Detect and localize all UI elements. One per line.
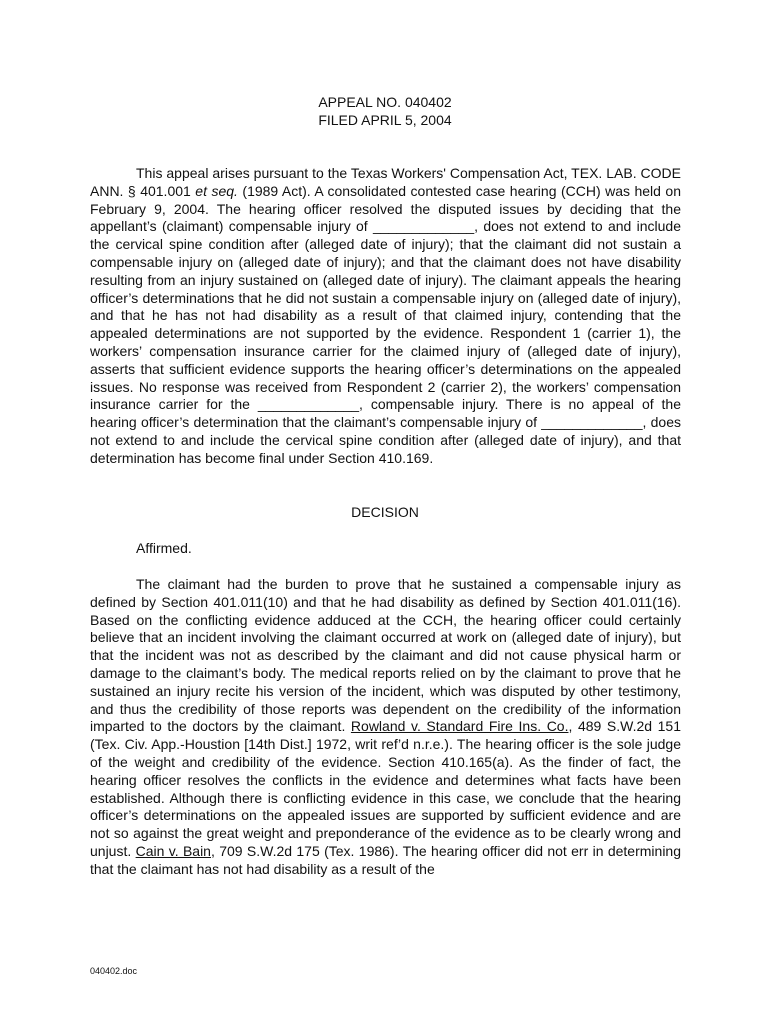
document-header bbox=[0, 94, 770, 129]
intro-text-2: (1989 Act). A consolidated contested case hearing (CCH) was held on February 9, 2004. The hearing officer resolved the disputed issues by deciding that the appellant’s (claimant) compensable injury of _____________, does not extend to and include the cervical spine condition after (alleged date of injury); that the claimant did not sustain a compensable injury on (alleged date of injury); and that the claimant does not have disability resulting from an injury sustained on (alleged date of injury). The claimant appeals the hearing officer’s determinations that he did not sustain a compensable injury on (alleged date of injury), and that he has not had disability as a result of that claimed injury, contending that the appealed determinations are not supported by the evidence. Respondent 1 (carrier 1), the workers’ compensation insurance carrier for the claimed injury of (alleged date of injury), asserts that sufficient evidence supports the hearing officer’s determinations on the appealed issues. No response was received from Respondent 2 (carrier 2), the workers’ compensation insurance carrier for the _____________, compensable injury. There is no appeal of the hearing officer’s determination that the claimant’s compensable injury of _____________, does not extend to and include the cervical spine condition after (alleged date of injury), and that determination has become final under Section 410.169. bbox=[90, 182, 682, 466]
analysis-paragraph bbox=[90, 576, 681, 879]
intro-italic-et-seq: et seq. bbox=[195, 182, 238, 199]
case-citation-cain: Cain v. Bain bbox=[135, 842, 211, 859]
intro-paragraph bbox=[90, 165, 681, 468]
affirmed-text: Affirmed. bbox=[136, 540, 192, 556]
analysis-text-2: , 489 S.W.2d 151 (Tex. Civ. App.-Houstion [14th Dist.] 1972, writ ref’d n.r.e.). The hearing officer is the sole judge of the weight and credibility of the evidence. Section 410.165(a). As the finder of fact, the hearing officer resolves the conflicts in the evidence and determines what facts have been established. Although there is conflicting evidence in this case, we conclude that the hearing officer’s determinations on the appealed issues are supported by sufficient evidence and are not so against the great weight and preponderance of the evidence as to be clearly wrong and unjust. bbox=[90, 718, 681, 859]
analysis-text-3: , 709 S.W.2d 175 (Tex. 1986). The hearing officer did not err in determining that the claimant has not had disability as a result of the bbox=[90, 842, 681, 877]
decision-heading: DECISION bbox=[351, 504, 419, 520]
footer-filename: 040402.doc bbox=[90, 966, 138, 976]
intro-text-1: This appeal arises pursuant to the Texas Workers' Compensation Act, TEX. LAB. CODE ANN. § 401.001 bbox=[90, 165, 681, 199]
filed-date: FILED APRIL 5, 2004 bbox=[318, 111, 452, 128]
appeal-number: APPEAL NO. 040402 bbox=[318, 94, 452, 110]
case-citation-rowland: Rowland v. Standard Fire Ins. Co. bbox=[350, 718, 569, 735]
analysis-text-1: The claimant had the burden to prove that he sustained a compensable injury as defined by Section 401.011(10) and that he had disability as defined by Section 401.011(16). Based on the conflicting evidence adduced at the CCH, the hearing officer could certainly believe that an incident involving the claimant occurred at work on (alleged date of injury), but that the incident was not as described by the claimant and did not cause physical harm or damage to the claimant’s body. The medical reports relied on by the claimant to prove that he sustained an injury recite his version of the incident, which was disputed by other testimony, and thus the credibility of those reports was dependent on the credibility of the information imparted to the doctors by the claimant. bbox=[90, 576, 681, 735]
